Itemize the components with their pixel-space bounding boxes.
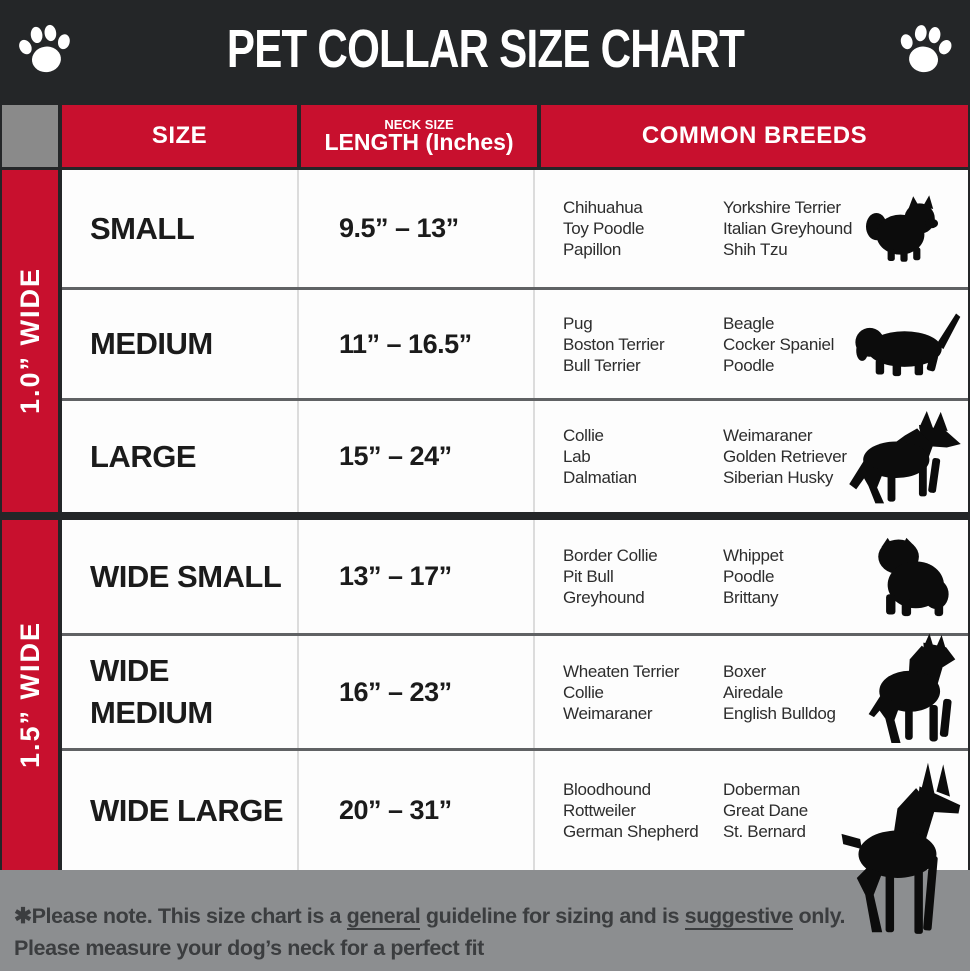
beagle-dog-icon <box>852 310 962 378</box>
breed: Lab <box>563 447 591 466</box>
breed: Pit Bull <box>563 567 614 586</box>
breed: Dalmatian <box>563 468 637 487</box>
paw-icon <box>892 14 958 83</box>
header-neck-size-main: LENGTH (Inches) <box>324 128 514 155</box>
header-corner-cell <box>2 105 58 167</box>
table-row-wide-medium <box>62 633 968 748</box>
table-row-medium <box>62 287 968 398</box>
footnote-line-1: ✱Please note. This size chart is a general guideline for sizing and is suggestive only. <box>14 904 846 928</box>
header-neck-size <box>301 105 537 167</box>
breed: Boston Terrier <box>563 334 665 354</box>
breeds-cell <box>533 520 968 633</box>
length-cell: 9.5” – 13” <box>297 170 533 287</box>
breeds-cell <box>533 751 968 870</box>
breed: Whippet <box>723 546 784 565</box>
breeds-cell <box>533 290 968 398</box>
length-cell: 11” – 16.5” <box>297 290 533 398</box>
length-cell: 20” – 31” <box>297 751 533 870</box>
title-bar <box>0 0 970 98</box>
footnote-line-2: Please measure your dog’s neck for a perfect fit <box>14 936 484 960</box>
table-header-row <box>2 105 968 167</box>
breed: Poodle <box>723 355 775 375</box>
table-row-wide-small <box>62 520 968 633</box>
table-row-wide-large <box>62 748 968 870</box>
breed: Bloodhound <box>563 780 651 799</box>
breed: Cocker Spaniel <box>723 334 835 354</box>
breed: Doberman <box>723 780 800 799</box>
length-cell: 13” – 17” <box>297 520 533 633</box>
section-1-5-inch-wide <box>2 520 968 870</box>
size-cell: WIDE MEDIUM <box>90 653 213 730</box>
breed: Boxer <box>723 661 766 681</box>
size-cell: LARGE <box>90 438 196 474</box>
page-title: PET COLLAR SIZE CHART <box>226 19 744 79</box>
pitbull-dog-icon <box>864 632 966 746</box>
length-cell: 15” – 24” <box>297 401 533 512</box>
table-row-small <box>62 170 968 287</box>
breed: Italian Greyhound <box>723 219 853 238</box>
header-common-breeds: COMMON BREEDS <box>541 105 968 167</box>
breed: Great Dane <box>723 801 808 820</box>
shepherd-dog-icon <box>844 409 966 507</box>
breed: Brittany <box>723 588 779 607</box>
table-row-large <box>62 398 968 512</box>
bulldog-dog-icon <box>872 532 958 622</box>
breed: Yorkshire Terrier <box>723 198 841 217</box>
breed: Rottweiler <box>563 801 636 820</box>
breed: Weimaraner <box>563 703 653 723</box>
breed: Beagle <box>723 313 775 333</box>
paw-icon <box>12 14 78 83</box>
section-1-inch-wide <box>2 170 968 512</box>
breed: Border Collie <box>563 546 658 565</box>
size-cell: MEDIUM <box>90 326 213 362</box>
breeds-cell <box>533 401 968 512</box>
section-label-1-inch: 1.0” WIDE <box>2 170 58 512</box>
breed: Siberian Husky <box>723 468 834 487</box>
underlined-word: general <box>346 904 421 928</box>
header-size: SIZE <box>62 105 297 167</box>
breed: Golden Retriever <box>723 447 847 466</box>
breed: Pug <box>563 313 593 333</box>
breed: St. Bernard <box>723 822 806 841</box>
doberman-dog-icon <box>834 761 966 939</box>
breeds-cell <box>533 170 968 287</box>
breed: Papillon <box>563 240 622 259</box>
breed: English Bulldog <box>723 703 836 723</box>
breed: Bull Terrier <box>563 355 641 375</box>
size-cell: SMALL <box>90 210 195 246</box>
header-neck-size-top: NECK SIZE <box>384 116 454 132</box>
size-cell: WIDE SMALL <box>90 558 282 594</box>
underlined-word: suggestive <box>684 904 793 928</box>
section-label-1-5-inch: 1.5” WIDE <box>2 520 58 870</box>
breed: Collie <box>563 682 604 702</box>
size-cell: WIDE LARGE <box>90 792 284 828</box>
breed: Chihuahua <box>563 198 643 217</box>
breed: Poodle <box>723 567 775 586</box>
breed: Greyhound <box>563 588 645 607</box>
breed: Weimaraner <box>723 426 813 445</box>
breed: Airedale <box>723 682 783 702</box>
breed: Shih Tzu <box>723 240 788 259</box>
breed: Toy Poodle <box>563 219 645 238</box>
breeds-cell <box>533 636 968 748</box>
breed: Collie <box>563 426 604 445</box>
length-cell: 16” – 23” <box>297 636 533 748</box>
breed: German Shepherd <box>563 822 699 841</box>
breed: Wheaten Terrier <box>563 661 680 681</box>
fluffy-toy-dog-icon <box>862 192 942 266</box>
footnote <box>0 870 970 971</box>
size-table <box>0 105 970 870</box>
